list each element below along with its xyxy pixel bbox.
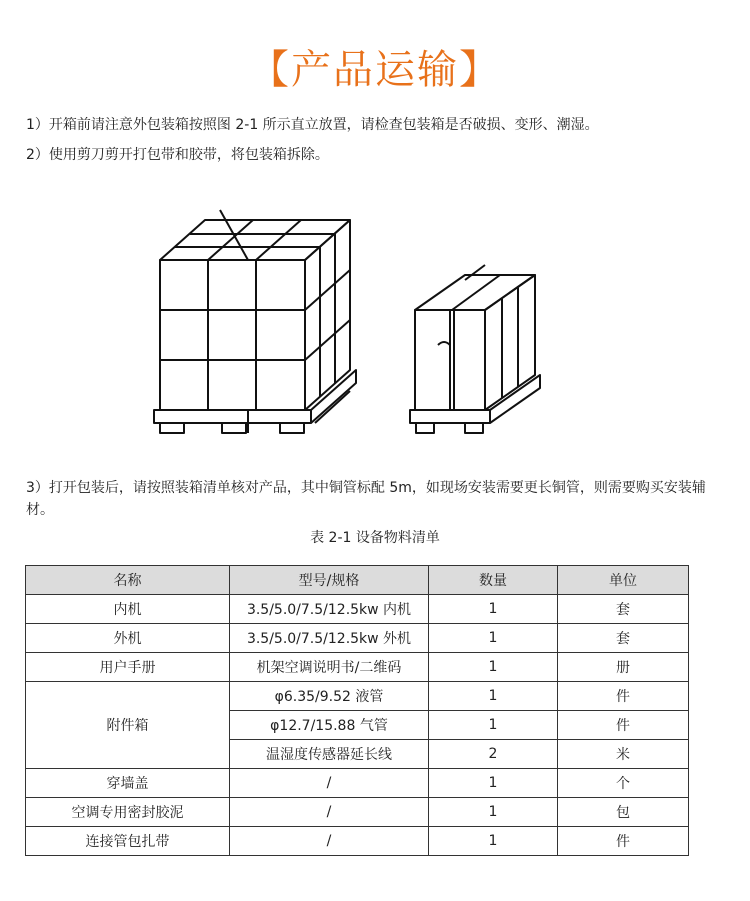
table-row xyxy=(26,798,689,827)
cell-spec: φ12.7/15.88 气管 xyxy=(230,711,429,740)
cell-unit: 套 xyxy=(558,595,689,624)
cell-unit: 米 xyxy=(558,740,689,769)
cell-qty: 1 xyxy=(429,653,558,682)
table-row xyxy=(26,595,689,624)
table-row xyxy=(26,769,689,798)
cell-spec: 3.5/5.0/7.5/12.5kw 外机 xyxy=(230,624,429,653)
cell-unit: 件 xyxy=(558,711,689,740)
cell-qty: 1 xyxy=(429,624,558,653)
cell-unit: 件 xyxy=(558,682,689,711)
large-pallet-box xyxy=(154,210,356,433)
step-2-text: 2）使用剪刀剪开打包带和胶带，将包装箱拆除。 xyxy=(26,147,329,163)
cell-name: 穿墙盖 xyxy=(26,769,230,798)
cell-qty: 1 xyxy=(429,682,558,711)
page-title: 【产品运输】 xyxy=(249,47,501,93)
cell-unit: 套 xyxy=(558,624,689,653)
header-name: 名称 xyxy=(26,566,230,595)
cell-spec: φ6.35/9.52 液管 xyxy=(230,682,429,711)
step-3-text: 3）打开包装后，请按照装箱清单核对产品，其中铜管标配 5m，如现场安装需要更长铜管，则需要购买安装辅材。 xyxy=(26,480,706,518)
cell-spec: 机架空调说明书/二维码 xyxy=(230,653,429,682)
cell-spec: 3.5/5.0/7.5/12.5kw 内机 xyxy=(230,595,429,624)
cell-spec: 温湿度传感器延长线 xyxy=(230,740,429,769)
cell-qty: 1 xyxy=(429,711,558,740)
cell-qty: 1 xyxy=(429,769,558,798)
packaging-illustration xyxy=(140,195,560,455)
table-row xyxy=(26,827,689,856)
cell-unit: 包 xyxy=(558,798,689,827)
cell-name: 连接管包扎带 xyxy=(26,827,230,856)
header-unit: 单位 xyxy=(558,566,689,595)
cell-qty: 1 xyxy=(429,595,558,624)
cell-spec: / xyxy=(230,769,429,798)
cell-qty: 1 xyxy=(429,827,558,856)
cell-name: 附件箱 xyxy=(26,682,230,769)
cell-spec: / xyxy=(230,798,429,827)
table-row xyxy=(26,682,689,711)
cell-unit: 件 xyxy=(558,827,689,856)
cell-qty: 1 xyxy=(429,798,558,827)
cell-unit: 册 xyxy=(558,653,689,682)
table-row xyxy=(26,624,689,653)
table-row xyxy=(26,653,689,682)
small-pallet-box xyxy=(410,265,540,433)
table-header-row xyxy=(26,566,689,595)
header-spec: 型号/规格 xyxy=(230,566,429,595)
header-qty: 数量 xyxy=(429,566,558,595)
cell-name: 空调专用密封胶泥 xyxy=(26,798,230,827)
cell-unit: 个 xyxy=(558,769,689,798)
cell-qty: 2 xyxy=(429,740,558,769)
cell-spec: / xyxy=(230,827,429,856)
materials-table xyxy=(25,565,689,856)
cell-name: 内机 xyxy=(26,595,230,624)
cell-name: 外机 xyxy=(26,624,230,653)
table-caption: 表 2-1 设备物料清单 xyxy=(310,530,440,546)
cell-name: 用户手册 xyxy=(26,653,230,682)
step-1-text: 1）开箱前请注意外包装箱按照图 2-1 所示直立放置，请检查包装箱是否破损、变形、潮湿。 xyxy=(26,117,599,133)
